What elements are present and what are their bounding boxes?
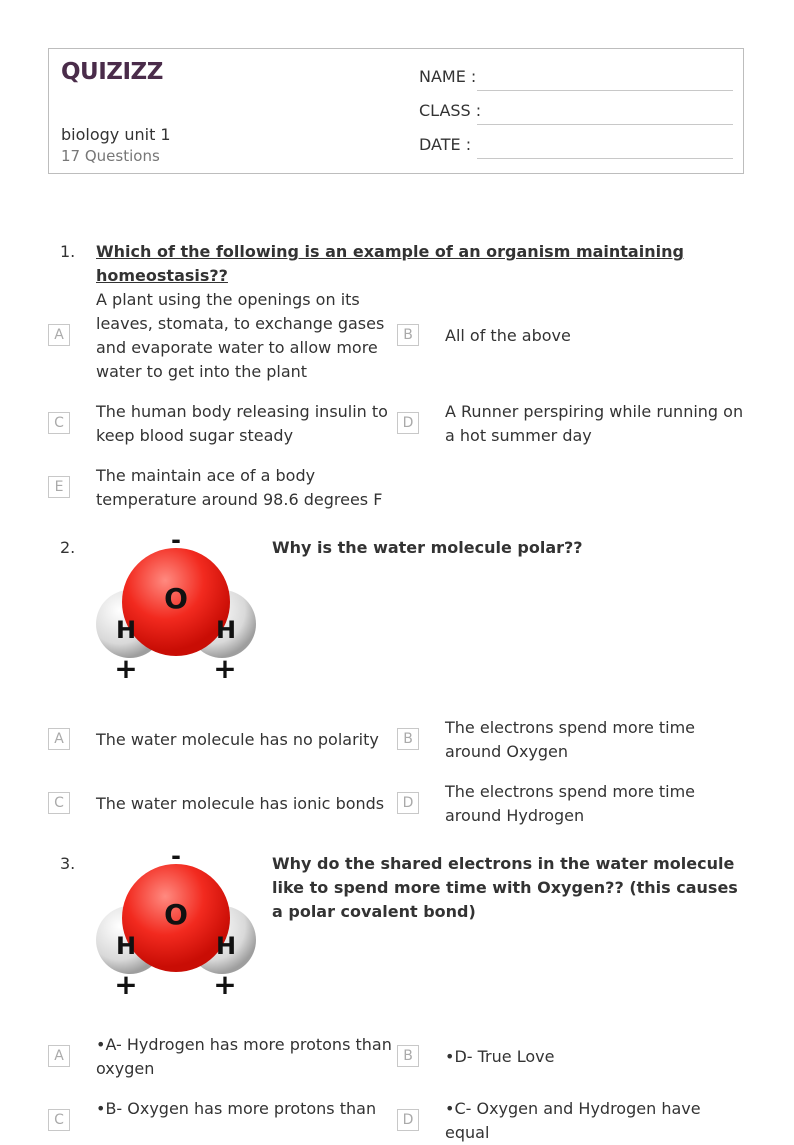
option-text: •D- True Love xyxy=(445,1047,555,1066)
negative-charge: - xyxy=(171,848,181,870)
option-text: The maintain ace of a body temperature around 98.6 degrees F xyxy=(96,466,383,509)
option-text: The electrons spend more time around Oxygen xyxy=(445,718,696,761)
hydrogen-label-right: H xyxy=(215,616,237,644)
hydrogen-label-right: H xyxy=(215,932,237,960)
class-field[interactable] xyxy=(419,101,733,125)
positive-charge-left: + xyxy=(114,968,138,998)
option-letter-b[interactable]: B xyxy=(397,728,419,750)
positive-charge-left: + xyxy=(114,652,138,682)
option-letter-a[interactable]: A xyxy=(48,324,70,346)
option-letter-c[interactable]: C xyxy=(48,412,70,434)
option-letter-d[interactable]: D xyxy=(397,792,419,814)
quizizz-logo: QUIZIZZ xyxy=(61,59,163,85)
question-number: 1. xyxy=(60,242,76,261)
option-text: A Runner perspiring while running on a hot summer day xyxy=(445,402,744,445)
positive-charge-right: + xyxy=(213,652,237,682)
date-label: DATE : xyxy=(419,135,472,154)
date-field[interactable] xyxy=(419,135,733,159)
option-letter-d[interactable]: D xyxy=(397,1109,419,1131)
option-letter-b[interactable]: B xyxy=(397,1045,419,1067)
option-letter-a[interactable]: A xyxy=(48,1045,70,1067)
option-text: •B- Oxygen has more protons than xyxy=(96,1099,377,1118)
option-letter-a[interactable]: A xyxy=(48,728,70,750)
name-label: NAME : xyxy=(419,67,477,86)
quiz-title: biology unit 1 xyxy=(61,125,171,144)
option-text: The water molecule has ionic bonds xyxy=(96,794,385,813)
negative-charge: - xyxy=(171,532,181,554)
question-number: 2. xyxy=(60,538,76,557)
option-letter-c[interactable]: C xyxy=(48,792,70,814)
water-molecule-image xyxy=(92,532,262,682)
water-molecule-image xyxy=(92,848,262,998)
option-text: •A- Hydrogen has more protons than oxygen xyxy=(96,1035,392,1078)
positive-charge-right: + xyxy=(213,968,237,998)
option-text: All of the above xyxy=(445,326,571,345)
question-text: Which of the following is an example of an organism maintaining homeostasis?? xyxy=(96,242,684,285)
class-label: CLASS : xyxy=(419,101,482,120)
name-line[interactable] xyxy=(477,90,733,91)
class-line[interactable] xyxy=(477,124,733,125)
oxygen-label: O xyxy=(164,898,188,931)
option-text: A plant using the openings on its leaves, stomata, to exchange gases and evaporate water to allow more water to get into the plant xyxy=(96,290,385,381)
question-text: Why do the shared electrons in the water molecule like to spend more time with Oxygen?? (this causes a polar covalent bond) xyxy=(272,854,738,921)
option-text: The human body releasing insulin to keep blood sugar steady xyxy=(96,402,388,445)
hydrogen-label-left: H xyxy=(115,932,137,960)
hydrogen-label-left: H xyxy=(115,616,137,644)
oxygen-label: O xyxy=(164,582,188,615)
option-text: •C- Oxygen and Hydrogen have equal xyxy=(445,1099,701,1142)
option-letter-b[interactable]: B xyxy=(397,324,419,346)
name-field[interactable] xyxy=(419,67,733,91)
option-letter-c[interactable]: C xyxy=(48,1109,70,1131)
question-text: Why is the water molecule polar?? xyxy=(272,538,583,557)
question-number: 3. xyxy=(60,854,76,873)
worksheet-header xyxy=(48,48,744,174)
option-text: The electrons spend more time around Hydrogen xyxy=(445,782,696,825)
option-letter-e[interactable]: E xyxy=(48,476,70,498)
question-count: 17 Questions xyxy=(61,147,160,165)
option-text: The water molecule has no polarity xyxy=(96,730,379,749)
date-line[interactable] xyxy=(477,158,733,159)
option-letter-d[interactable]: D xyxy=(397,412,419,434)
